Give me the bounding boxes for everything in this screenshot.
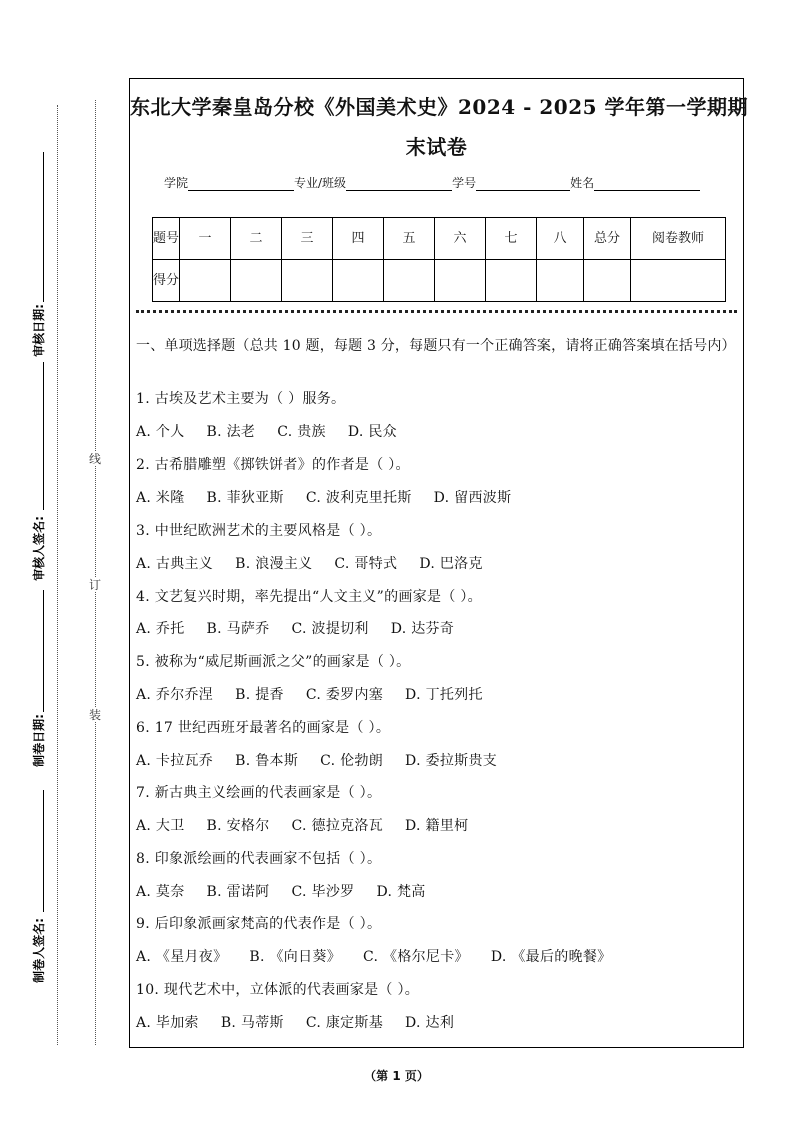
option-d: D. 巴洛克 <box>419 556 483 572</box>
score-col-2: 二 <box>231 218 282 260</box>
option-a: A. 毕加索 <box>136 1015 199 1031</box>
score-cell[interactable] <box>537 260 584 302</box>
option-d: D. 籍里柯 <box>405 818 469 834</box>
option-b: B. 雷诺阿 <box>206 884 270 900</box>
name-blank[interactable] <box>594 176 700 191</box>
review-date-line <box>43 152 44 302</box>
score-col-4: 四 <box>333 218 384 260</box>
name-label: 姓名 <box>570 176 595 190</box>
option-a: A. 乔尔乔涅 <box>136 687 214 703</box>
student-info-row <box>164 174 700 191</box>
score-col-1: 一 <box>180 218 231 260</box>
major-label: 专业/班级 <box>294 176 347 190</box>
score-col-5: 五 <box>384 218 435 260</box>
score-col-3: 三 <box>282 218 333 260</box>
option-c: C. 康定斯基 <box>305 1015 384 1031</box>
score-label: 得分 <box>153 260 180 302</box>
score-cell-total[interactable] <box>584 260 631 302</box>
question-1: 1. 古埃及艺术主要为（ ）服务。 <box>136 391 346 407</box>
question-9: 9. 后印象派画家梵高的代表作是（ ）。 <box>136 916 382 932</box>
reviewer-label: 阅卷教师 <box>631 218 726 260</box>
student-id-blank[interactable] <box>476 176 570 191</box>
exam-title-line2: 末试卷 <box>405 135 468 159</box>
options-1 <box>136 421 419 441</box>
reviewer-cell[interactable] <box>631 260 726 302</box>
question-7: 7. 新古典主义绘画的代表画家是（ ）。 <box>136 785 382 801</box>
option-c: C. 波利克里托斯 <box>305 490 412 506</box>
options-3 <box>136 553 505 573</box>
option-a: A. 古典主义 <box>136 556 214 572</box>
question-2: 2. 古希腊雕塑《掷铁饼者》的作者是（ ）。 <box>136 457 410 473</box>
paper-maker-signature-line <box>43 790 44 912</box>
major-blank[interactable] <box>346 176 452 191</box>
option-b: B. 马蒂斯 <box>220 1015 284 1031</box>
option-c: C. 哥特式 <box>334 556 398 572</box>
college-blank[interactable] <box>188 176 294 191</box>
option-b: B. 《向日葵》 <box>249 949 342 965</box>
option-c: C. 贵族 <box>277 424 326 440</box>
option-c: C. 委罗内塞 <box>305 687 384 703</box>
options-7 <box>136 815 490 835</box>
student-id-label: 学号 <box>452 176 477 190</box>
question-8: 8. 印象派绘画的代表画家不包括（ ）。 <box>136 851 382 867</box>
option-b: B. 马萨乔 <box>206 621 270 637</box>
option-b: B. 鲁本斯 <box>235 753 299 769</box>
options-9 <box>136 946 633 966</box>
page-number: （第 1 页） <box>364 1069 429 1083</box>
option-a: A. 乔托 <box>136 621 185 637</box>
option-a: A. 米隆 <box>136 490 185 506</box>
score-col-6: 六 <box>435 218 486 260</box>
college-label: 学院 <box>164 176 189 190</box>
option-c: C. 德拉克洛瓦 <box>291 818 384 834</box>
score-col-8: 八 <box>537 218 584 260</box>
separator-dotted-line <box>136 310 737 313</box>
option-d: D. 委拉斯贵支 <box>405 753 498 769</box>
options-10 <box>136 1012 476 1032</box>
option-d: D. 《最后的晚餐》 <box>490 949 612 965</box>
binding-dotted-line-outer <box>57 105 58 1045</box>
option-c: C. 伦勃朗 <box>320 753 384 769</box>
score-table <box>152 217 726 302</box>
options-6 <box>136 750 519 770</box>
question-number-label: 题号 <box>153 218 180 260</box>
option-a: A. 卡拉瓦乔 <box>136 753 214 769</box>
option-b: B. 法老 <box>206 424 256 440</box>
question-4: 4. 文艺复兴时期，率先提出“人文主义”的画家是（ ）。 <box>136 589 482 605</box>
exam-frame <box>129 78 749 1048</box>
options-5 <box>136 684 505 704</box>
paper-date-line <box>43 590 44 712</box>
option-d: D. 梵高 <box>376 884 426 900</box>
option-b: B. 提香 <box>235 687 284 703</box>
option-d: D. 达芬奇 <box>390 621 455 637</box>
section1-heading: 一、单项选择题（总共 10 题，每题 3 分，每题只有一个正确答案，请将正确答案填在括号内） <box>136 338 736 354</box>
score-cell[interactable] <box>486 260 537 302</box>
score-table-score-row <box>153 260 726 302</box>
score-cell[interactable] <box>231 260 282 302</box>
option-a: A. 个人 <box>136 424 185 440</box>
question-6: 6. 17 世纪西班牙最著名的画家是（ ）。 <box>136 720 391 736</box>
question-10: 10. 现代艺术中，立体派的代表画家是（ ）。 <box>136 982 420 998</box>
exam-title-line1: 东北大学秦皇岛分校《外国美术史》2024 - 2025 学年第一学期期 <box>130 95 749 119</box>
option-d: D. 达利 <box>405 1015 455 1031</box>
bind-char-install: 装 <box>88 708 101 722</box>
reviewer-signature-line <box>43 362 44 510</box>
binding-dotted-line-inner <box>95 100 96 1045</box>
option-a: A. 《星月夜》 <box>136 949 228 965</box>
score-cell[interactable] <box>384 260 435 302</box>
question-5: 5. 被称为“威尼斯画派之父”的画家是（ ）。 <box>136 654 411 670</box>
options-2 <box>136 487 533 507</box>
question-3: 3. 中世纪欧洲艺术的主要风格是（ ）。 <box>136 523 382 539</box>
score-cell[interactable] <box>180 260 231 302</box>
option-b: B. 安格尔 <box>206 818 270 834</box>
option-a: A. 莫奈 <box>136 884 185 900</box>
option-d: D. 民众 <box>347 424 397 440</box>
option-d: D. 丁托列托 <box>405 687 483 703</box>
score-table-header-row <box>153 218 726 260</box>
option-c: C. 《格尔尼卡》 <box>363 949 469 965</box>
score-col-total: 总分 <box>584 218 631 260</box>
bind-char-line: 线 <box>88 452 101 466</box>
score-cell[interactable] <box>282 260 333 302</box>
score-col-7: 七 <box>486 218 537 260</box>
bind-char-order: 订 <box>88 578 101 592</box>
score-cell[interactable] <box>435 260 486 302</box>
option-c: C. 毕沙罗 <box>291 884 355 900</box>
option-b: B. 菲狄亚斯 <box>206 490 284 506</box>
option-d: D. 留西波斯 <box>433 490 512 506</box>
score-cell[interactable] <box>333 260 384 302</box>
options-4 <box>136 618 476 638</box>
option-a: A. 大卫 <box>136 818 185 834</box>
option-c: C. 波提切利 <box>291 621 369 637</box>
options-8 <box>136 881 448 901</box>
option-b: B. 浪漫主义 <box>235 556 313 572</box>
